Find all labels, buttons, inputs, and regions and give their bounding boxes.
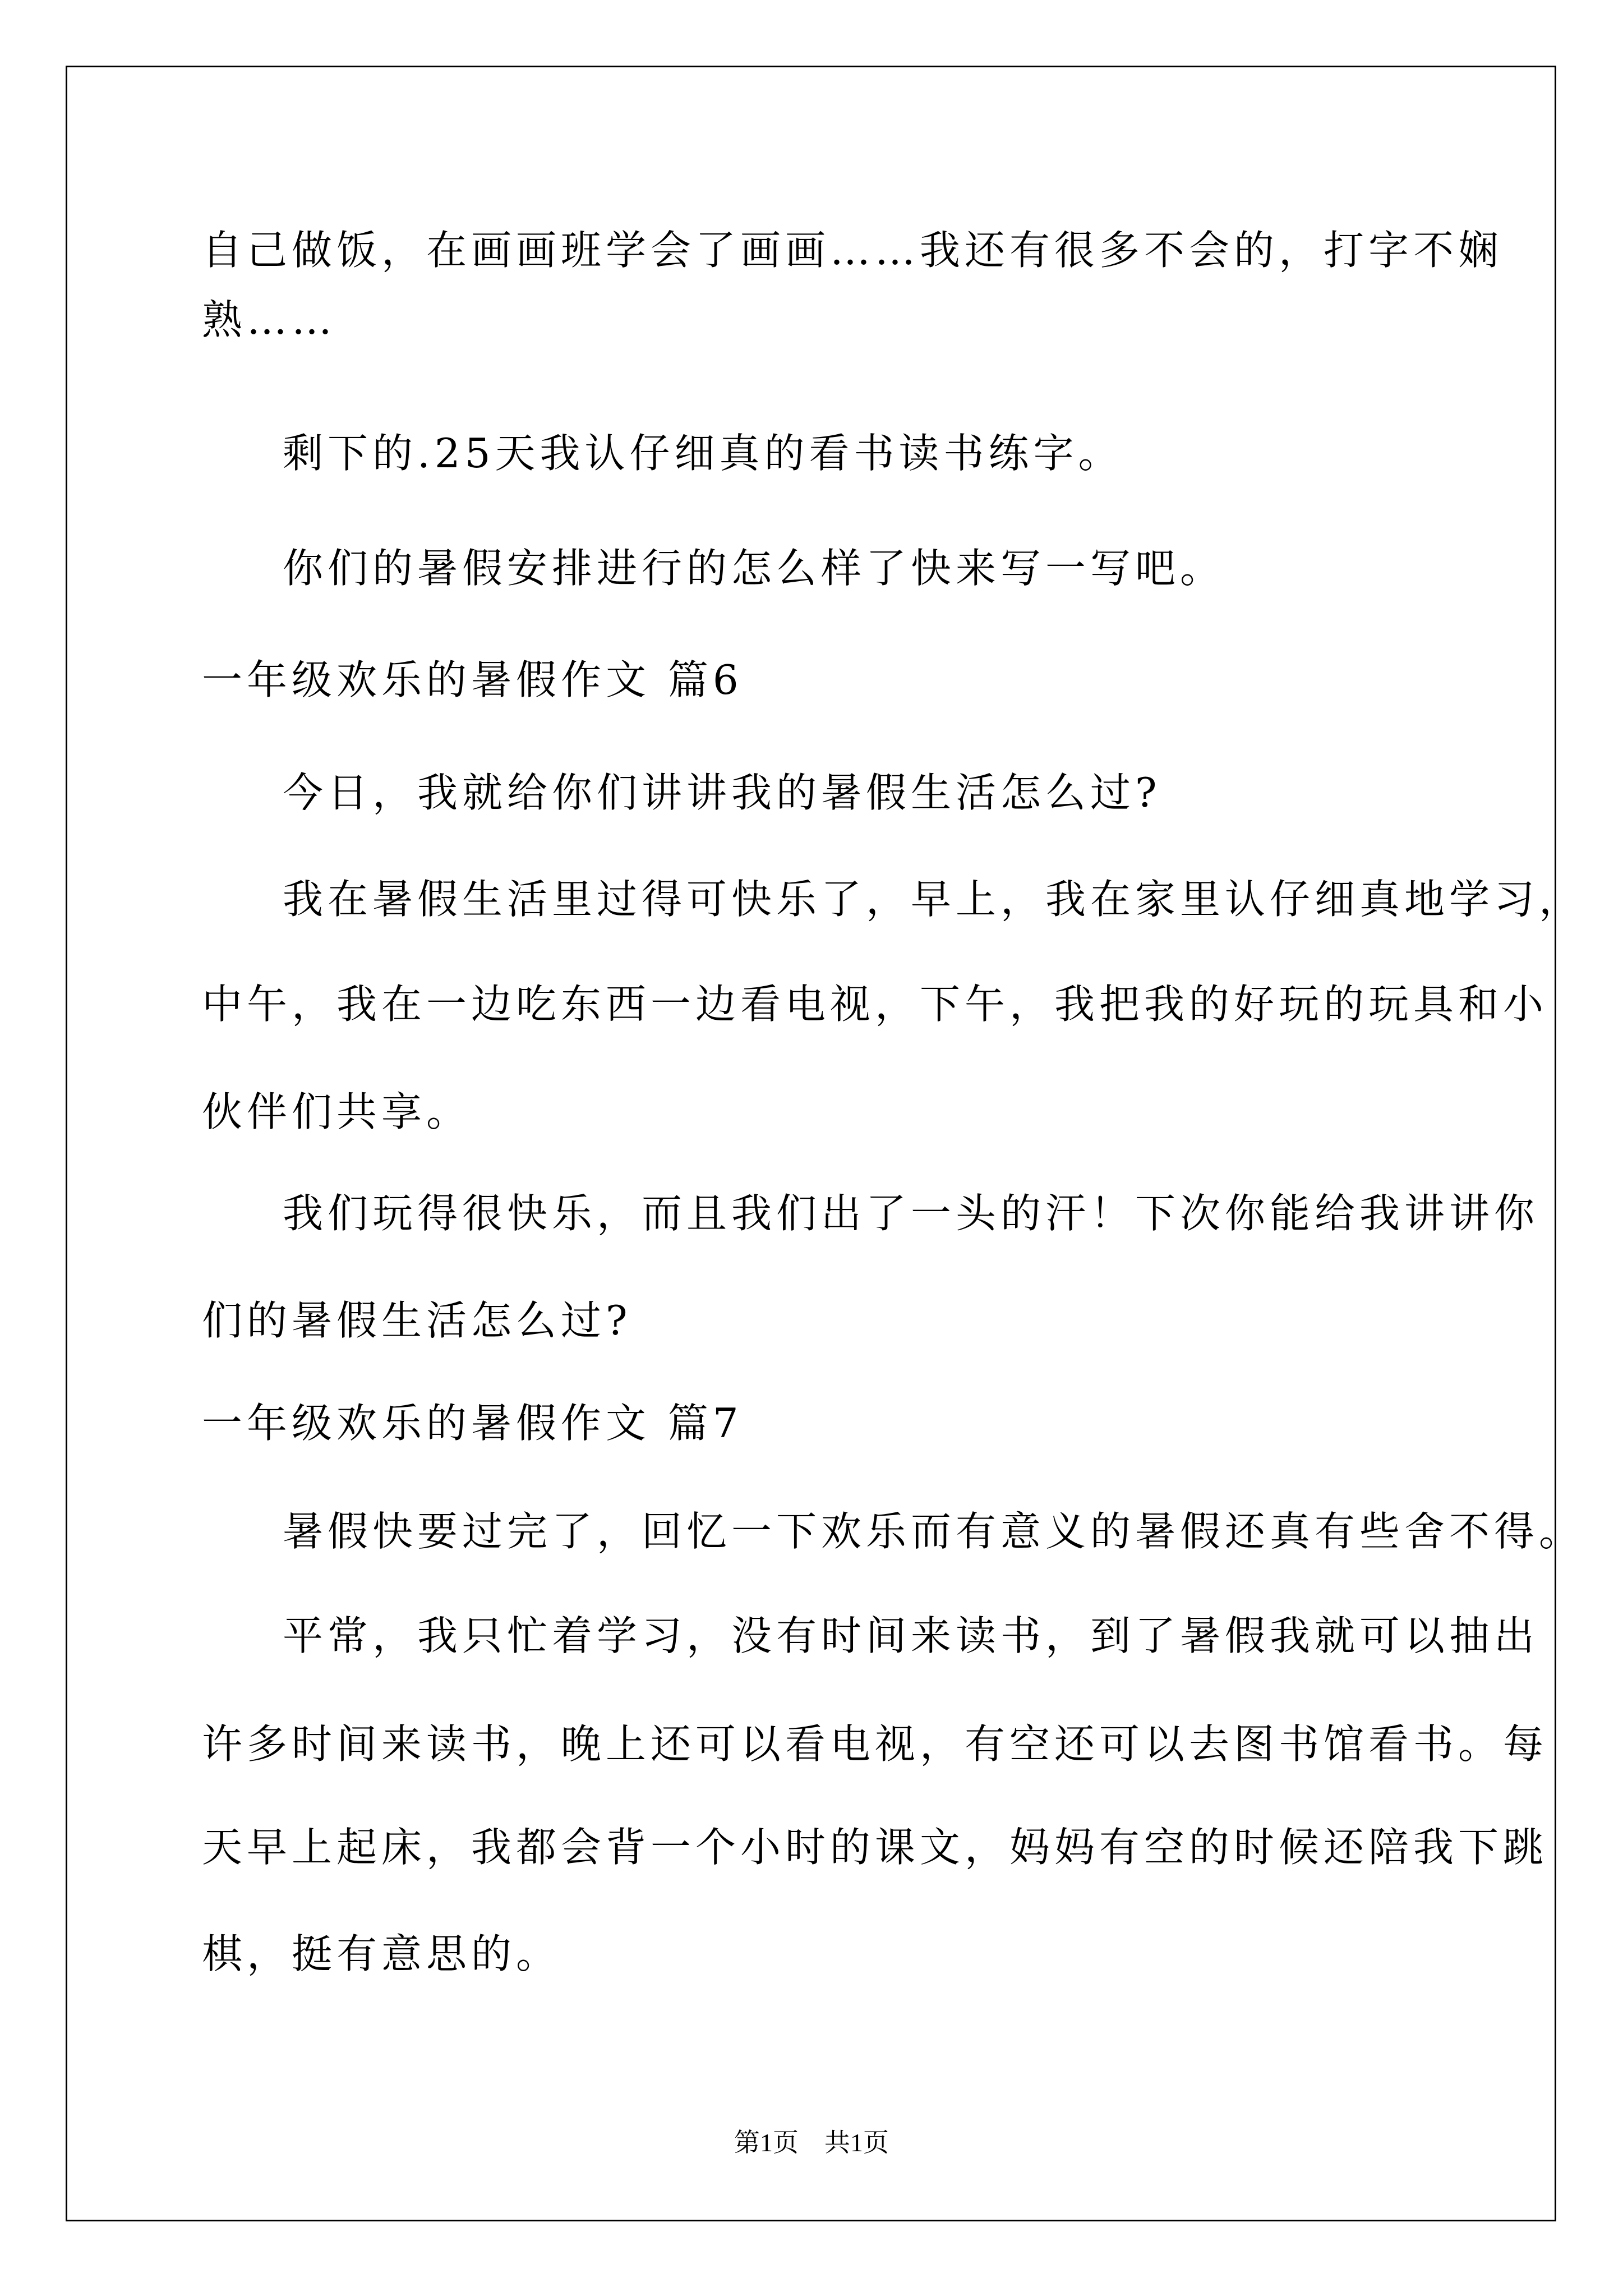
paragraph-line: 棋，挺有意思的。 bbox=[202, 1930, 561, 1977]
page-number-footer: 第1页 共1页 bbox=[734, 2128, 889, 2157]
paragraph-line: 你们的暑假安排进行的怎么样了快来写一写吧。 bbox=[283, 545, 1225, 592]
paragraph-line: 天早上起床，我都会背一个小时的课文，妈妈有空的时候还陪我下跳 bbox=[202, 1824, 1548, 1871]
paragraph-line: 今日，我就给你们讲讲我的暑假生活怎么过? bbox=[283, 769, 1161, 816]
page-border bbox=[66, 66, 1556, 2221]
paragraph-line: 中午，我在一边吃东西一边看电视，下午，我把我的好玩的玩具和小 bbox=[202, 981, 1548, 1028]
paragraph-line: 剩下的.25天我认仔细真的看书读书练字。 bbox=[283, 430, 1123, 477]
paragraph-line: 我在暑假生活里过得可快乐了，早上，我在家里认仔细真地学习， bbox=[283, 876, 1584, 923]
paragraph-line: 熟…… bbox=[202, 296, 337, 343]
paragraph-line: 伙伴们共享。 bbox=[202, 1088, 472, 1135]
section-heading: 一年级欢乐的暑假作文 篇7 bbox=[202, 1400, 743, 1447]
paragraph-line: 自己做饭，在画画班学会了画画……我还有很多不会的，打字不娴 bbox=[202, 227, 1504, 274]
paragraph-line: 们的暑假生活怎么过? bbox=[202, 1297, 632, 1344]
paragraph-line: 许多时间来读书，晚上还可以看电视，有空还可以去图书馆看书。每 bbox=[202, 1720, 1548, 1768]
paragraph-line: 平常，我只忙着学习，没有时间来读书，到了暑假我就可以抽出 bbox=[283, 1612, 1539, 1659]
paragraph-line: 暑假快要过完了，回忆一下欢乐而有意义的暑假还真有些舍不得。 bbox=[283, 1508, 1584, 1555]
section-heading: 一年级欢乐的暑假作文 篇6 bbox=[202, 656, 743, 703]
paragraph-line: 我们玩得很快乐，而且我们出了一头的汗！下次你能给我讲讲你 bbox=[283, 1190, 1539, 1237]
